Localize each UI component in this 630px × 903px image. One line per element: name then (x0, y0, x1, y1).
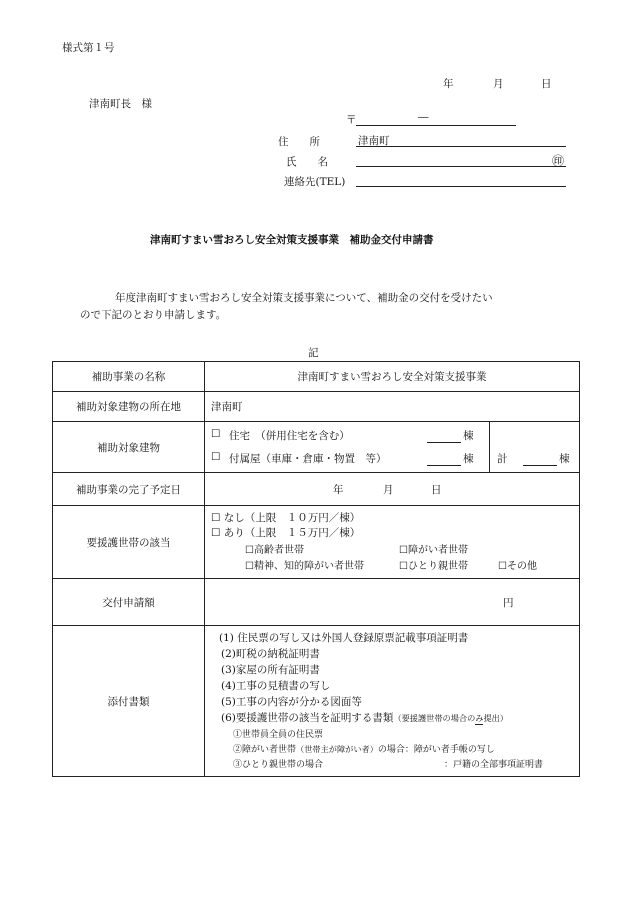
address-field[interactable] (356, 146, 566, 147)
form-number: 様式第１号 (62, 42, 115, 54)
house-checkbox[interactable]: ☐ (211, 428, 221, 440)
support-yes-option[interactable]: ☐ あり（上限 １５万円／棟） (211, 527, 361, 539)
other-option[interactable]: ☐その他 (498, 561, 537, 572)
contact-label: 連絡先(TEL) (284, 176, 346, 188)
name-field[interactable] (356, 166, 566, 167)
total-label: 計 (497, 453, 508, 465)
single-parent-option[interactable]: ☐ひとり親世帯 (399, 561, 468, 572)
date-month-label: 月 (493, 78, 504, 90)
body-line-2: ので下記のとおり申請します。 (80, 309, 227, 321)
postal-code-field[interactable] (356, 125, 516, 126)
seal-mark: ㊞ (552, 154, 565, 168)
support-household-label: 要援護世帯の該当 (53, 506, 205, 579)
house-label: 住宅 （併用住宅を含む） (229, 430, 350, 442)
attachment-item-6-note-b: み (475, 713, 484, 723)
row-application-amount (53, 579, 580, 626)
project-name-label: 補助事業の名称 (53, 362, 205, 392)
addressee: 津南町長 様 (89, 98, 152, 110)
attachment-sub-2-b: （世帯主が障がい者） (296, 744, 378, 754)
attachment-item-6 (221, 710, 508, 725)
house-count-field[interactable] (427, 442, 461, 443)
house-unit: 棟 (463, 430, 474, 442)
attachments-label: 添付書類 (53, 626, 205, 777)
attachment-item-2: (2)町税の納税証明書 (221, 648, 320, 660)
row-completion-date (53, 473, 580, 506)
mental-disability-option[interactable]: ☐精神、知的障がい者世帯 (245, 561, 364, 572)
address-value: 津南町 (358, 135, 390, 147)
target-building-label: 補助対象建物 (53, 422, 205, 473)
row-support-household (53, 506, 580, 579)
attachment-item-6-note-c: 提出） (483, 713, 509, 723)
row-target-building (53, 422, 580, 473)
annex-label: 付属屋（車庫・倉庫・物置 等） (229, 453, 387, 465)
completion-month: 月 (383, 484, 394, 496)
completion-day: 日 (431, 484, 442, 496)
attachment-item-4: (4)工事の見積書の写し (221, 680, 331, 692)
row-building-location (53, 392, 580, 422)
building-location-value: 津南町 (205, 392, 580, 422)
date-day-label: 日 (541, 78, 552, 90)
attachment-sub-2 (233, 742, 495, 755)
body-line-1: 年度津南町すまい雪おろし安全対策支援事業について、補助金の交付を受けたい (115, 292, 493, 304)
application-amount-label: 交付申請額 (53, 579, 205, 626)
completion-year: 年 (333, 484, 344, 496)
attachment-item-6-note-a: （要援護世帯の場合の (393, 713, 476, 723)
application-amount-cell[interactable] (205, 579, 579, 625)
completion-date-label: 補助事業の完了予定日 (53, 473, 205, 506)
disabled-option[interactable]: ☐障がい者世帯 (399, 545, 468, 556)
attachment-item-5: (5)工事の内容が分かる図面等 (221, 696, 362, 708)
project-name-value: 津南町すまい雪おろし安全対策支援事業 (205, 362, 580, 392)
total-unit: 棟 (559, 453, 570, 465)
annex-count-field[interactable] (427, 465, 461, 466)
total-divider (489, 422, 490, 472)
date-year-label: 年 (443, 78, 454, 90)
elderly-option[interactable]: ☐高齢者世帯 (245, 545, 304, 556)
annex-unit: 棟 (463, 453, 474, 465)
attachment-sub-2-c: の場合：障がい者手帳の写し (377, 745, 495, 755)
document-title: 津南町すまい雪おろし安全対策支援事業 補助金交付申請書 (150, 234, 434, 246)
ki-label: 記 (308, 347, 319, 359)
attachment-item-3: (3)家屋の所有証明書 (221, 664, 320, 676)
building-location-label: 補助対象建物の所在地 (53, 392, 205, 422)
postal-dash: ― (418, 111, 429, 123)
attachment-sub-1: ①世帯員全員の住民票 (233, 730, 324, 740)
annex-checkbox[interactable]: ☐ (211, 451, 221, 463)
attachment-sub-3a: ③ひとり親世帯の場合 (233, 760, 324, 770)
attachments-cell (205, 626, 579, 776)
target-building-cell (205, 422, 579, 472)
contact-field[interactable] (356, 186, 566, 187)
attachment-item-1: (1) 住民票の写し又は外国人登録原票記載事項証明書 (219, 632, 469, 644)
support-household-cell (205, 506, 579, 578)
amount-unit: 円 (503, 597, 514, 609)
attachment-item-6-main: (6)要援護世帯の該当を証明する書類 (221, 712, 394, 724)
total-count-field[interactable] (523, 465, 557, 466)
name-label: 氏 名 (286, 156, 328, 168)
support-none-option[interactable]: ☐ なし（上限 １０万円／棟） (211, 512, 361, 524)
completion-date-cell[interactable] (205, 473, 579, 505)
application-table (52, 361, 580, 777)
attachment-sub-3b: ：戸籍の全部事項証明書 (444, 760, 544, 770)
postal-mark: 〒 (346, 114, 357, 126)
address-label: 住 所 (278, 136, 320, 148)
row-project-name (53, 362, 580, 392)
row-attachments (53, 626, 580, 777)
attachment-sub-2-a: ②障がい者世帯 (233, 745, 297, 755)
